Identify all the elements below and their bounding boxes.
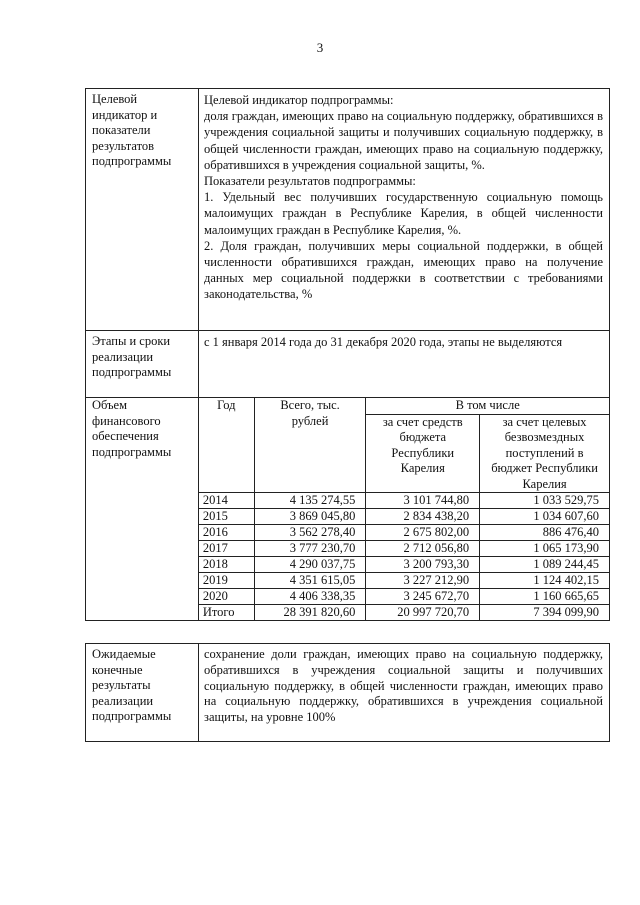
stages-block [85,330,610,398]
budget-cell: 2 675 802,00 [366,525,480,541]
stages-content [199,331,609,397]
target-indicator-block [85,88,610,331]
expected-results-content [199,644,609,741]
results-heading: Показатели результатов подпрограммы: [204,174,416,189]
total-cell: 3 562 278,40 [254,525,366,541]
budget-cell: 3 101 744,80 [366,493,480,509]
year-cell: 2020 [198,589,254,605]
including-header: В том числе [366,398,610,415]
target-indicator-label [86,89,198,170]
grants-cell: 1 124 402,15 [480,573,610,589]
expected-results-text: сохранение доли граждан, имеющих право на социальную поддержку, обратившихся в учреждения социальной защиты и получивших социальную поддержку, в общей численности граждан, имеющих право на социальную поддержку, обратившихся в учреждения социальной защиты, на уровне 100% [204,647,603,725]
grants-header: за счет целевых безвозмездных поступлений в бюджет Республики Карелия [480,414,610,493]
label-line: результаты [92,678,151,692]
total-cell: 4 351 615,05 [254,573,366,589]
year-cell: 2018 [198,557,254,573]
total-cell: 3 777 230,70 [254,541,366,557]
financing-table [85,397,610,621]
total-cell: 3 869 045,80 [254,509,366,525]
label-line: подпрограммы [92,365,172,379]
budget-cell: 2 712 056,80 [366,541,480,557]
result-item-2: 2. Доля граждан, получивших меры социальной поддержки, в общей численности обратившихся граждан, имеющих право на получение данных мер социальной поддержки в соответствии с требованиями законодательства, % [204,238,603,302]
grants-cell: 7 394 099,90 [480,605,610,621]
stages-label-cell [86,331,199,397]
label-line: конечные [92,662,143,677]
grants-cell: 1 089 244,45 [480,557,610,573]
target-indicator-content [199,89,609,330]
budget-cell: 3 227 212,90 [366,573,480,589]
label-line: Ожидаемые [92,647,156,661]
label-line: реализации [92,349,154,364]
label-line: результатов [92,138,155,153]
expected-results-label-cell [86,644,199,741]
year-cell: 2014 [198,493,254,509]
grants-cell: 1 160 665,65 [480,589,610,605]
budget-cell: 3 245 672,70 [366,589,480,605]
year-cell: 2019 [198,573,254,589]
page-number: 3 [316,40,324,55]
target-indicator-label-cell [86,89,199,330]
year-cell: 2017 [198,541,254,557]
budget-cell: 3 200 793,30 [366,557,480,573]
expected-results-label [86,644,198,725]
grants-cell: 886 476,40 [480,525,610,541]
indicator-heading: Целевой индикатор подпрограммы: [204,93,394,107]
budget-cell: 2 834 438,20 [366,509,480,525]
financing-label-cell [86,398,199,621]
label-line: индикатор и [92,107,158,122]
expected-results-block [85,643,610,742]
budget-header: за счет средств бюджета Республики Карелия [366,414,480,493]
result-item-1: 1. Удельный вес получивших государственную социальную помощь малоимущих граждан в Республике Карелия, в общей численности малоимущих граждан в Республике Карелия, %. [204,190,603,237]
label-line: реализации [92,693,154,708]
total-header: Всего, тыс. рублей [254,398,366,493]
budget-cell: 20 997 720,70 [366,605,480,621]
label-line: Этапы и сроки [92,334,171,348]
grants-cell: 1 033 529,75 [480,493,610,509]
label-line: обеспечения [92,429,159,443]
label-line: Объем [92,398,127,412]
total-cell: 4 290 037,75 [254,557,366,573]
total-cell: 4 135 274,55 [254,493,366,509]
total-cell: 4 406 338,35 [254,589,366,605]
label-line: показатели [92,123,151,137]
grants-cell: 1 034 607,60 [480,509,610,525]
grants-cell: 1 065 173,90 [480,541,610,557]
year-cell: 2016 [198,525,254,541]
label-line: подпрограммы [92,709,172,723]
label-line: подпрограммы [92,444,172,459]
label-line: Целевой [92,92,138,106]
label-line: финансового [92,413,161,428]
year-cell: Итого [198,605,254,621]
year-header: Год [198,398,254,493]
total-cell: 28 391 820,60 [254,605,366,621]
label-line: подпрограммы [92,154,172,168]
stages-text: с 1 января 2014 года до 31 декабря 2020 года, этапы не выделяются [204,335,563,349]
stages-label [86,331,198,381]
year-cell: 2015 [198,509,254,525]
indicator-description: доля граждан, имеющих право на социальную поддержку, обратившихся в учреждения социальной защиты и получивших социальную поддержку, в общей численности граждан, имеющих право на социальную поддержку, обратившихся в учреждения социальной защиты, %. [204,109,603,172]
